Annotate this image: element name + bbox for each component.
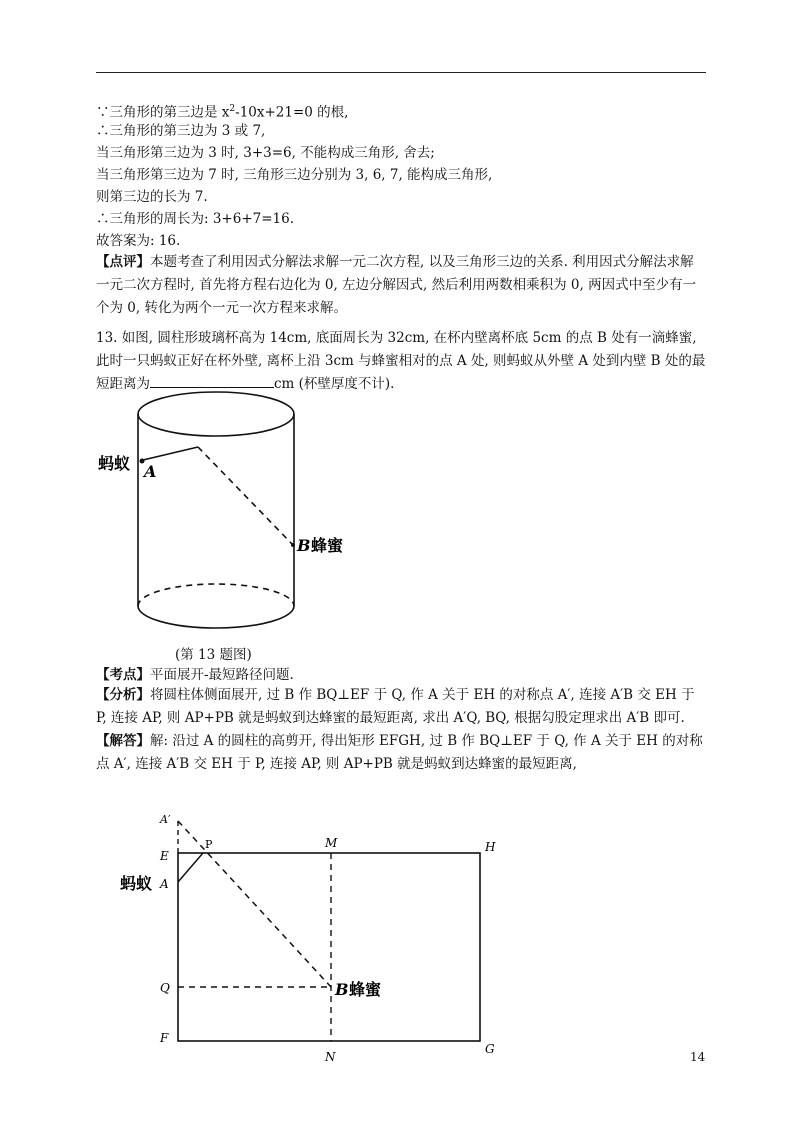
solution-line-7: 故答案为: 16. [96,233,181,249]
a-prime-to-b-dashed [178,821,331,987]
fig2-label-f: F [160,1031,169,1045]
solution-line-4: 当三角形第三边为 7 时, 三角形三边分别为 3, 6, 7, 能构成三角形, [96,167,493,183]
ant-path-outer [143,447,198,460]
jieda-paragraph: 【解答】解: 沿过 A 的圆柱的高剪开, 得出矩形 EFGH, 过 B 作 BQ⊥EF 于 Q, 作 A 关于 EH 的对称点 A′, 连接 A′B 交 EH 于 P, 连接 AP, 则 AP+PB 就是蚂蚁到达蜂蜜的最短距离, [96,733,703,772]
solution-line-1: ∵三角形的第三边是 $x^2-10x+21=0$ 的根, [96,104,349,121]
fig2-label-a: A [160,877,169,891]
fig1-b-label: B [297,536,311,555]
figure-caption: (第 13 题图) [175,647,252,663]
fig1-honey-label: 蜂蜜 [311,536,344,555]
fig2-label-m: M [325,836,338,850]
fig2-label-e: E [160,849,169,863]
fig1-ant-label: 蚂蚁 [98,454,131,473]
fig2-label-a-prime: A′ [160,813,171,826]
fig2-label-b: B [335,980,349,999]
fig1-a-label: A [144,462,157,481]
fenxi-paragraph: 【分析】将圆柱体侧面展开, 过 B 作 BQ⊥EF 于 Q, 作 A 关于 EH 的对称点 A′, 连接 A′B 交 EH 于 P, 连接 AP, 则 AP+PB 就是蚂蚁到达蜂蜜的最短距离, 求出 A′Q, BQ, 根据勾股定理求出 A′B 即可. [96,687,695,726]
solution-line-3: 当三角形第三边为 3 时, 3+3=6, 不能构成三角形, 舍去; [96,145,435,161]
kaodian-line: 【考点】平面展开-最短路径问题. [96,667,294,683]
solution-line-2: ∴三角形的第三边为 3 或 7, [96,123,266,139]
problem-13-text: 13. 如图, 圆柱形玻璃杯高为 14cm, 底面周长为 32cm, 在杯内壁离杯底 5cm 的点 B 处有一滴蜂蜜, 此时一只蚂蚁正好在杯外壁, 离杯上沿 3cm 与蜂蜜相对的点 A 处, 则蚂蚁从外壁 A 处到内壁 B 处的最短距离为 cm (杯壁厚度不计). [96,330,706,392]
ant-path-inner-dashed [198,447,293,545]
fig2-label-h: H [485,840,496,854]
fig2-label-q: Q [160,981,170,995]
fig2-honey-label: 蜂蜜 [349,980,382,999]
cylinder-top-ellipse [138,392,294,436]
solution-line-6: ∴三角形的周长为: 3+6+7=16. [96,211,295,227]
rectangle-efgh [178,853,480,1041]
fig2-label-n: N [325,1050,336,1064]
point-b-dot [291,543,295,547]
fig2-label-g: G [485,1042,495,1056]
ap-segment [178,853,203,882]
cylinder-bottom-back-arc [138,584,294,606]
fig2-label-p: P [205,838,213,851]
page-number: 14 [690,1050,706,1064]
comment-paragraph: 【点评】本题考查了利用因式分解法求解一元二次方程, 以及三角形三边的关系. 利用因式分解法求解一元二次方程时, 首先将方程右边化为 0, 左边分解因式, 然后利用两数相乘积为 0, 两因式中至少有一个为 0, 转化为两个一元一次方程来求解。 [96,254,697,316]
solution-line-5: 则第三边的长为 7. [96,189,208,205]
cylinder-bottom-front-arc [138,606,294,628]
fig2-ant-label: 蚂蚁 [120,874,153,893]
